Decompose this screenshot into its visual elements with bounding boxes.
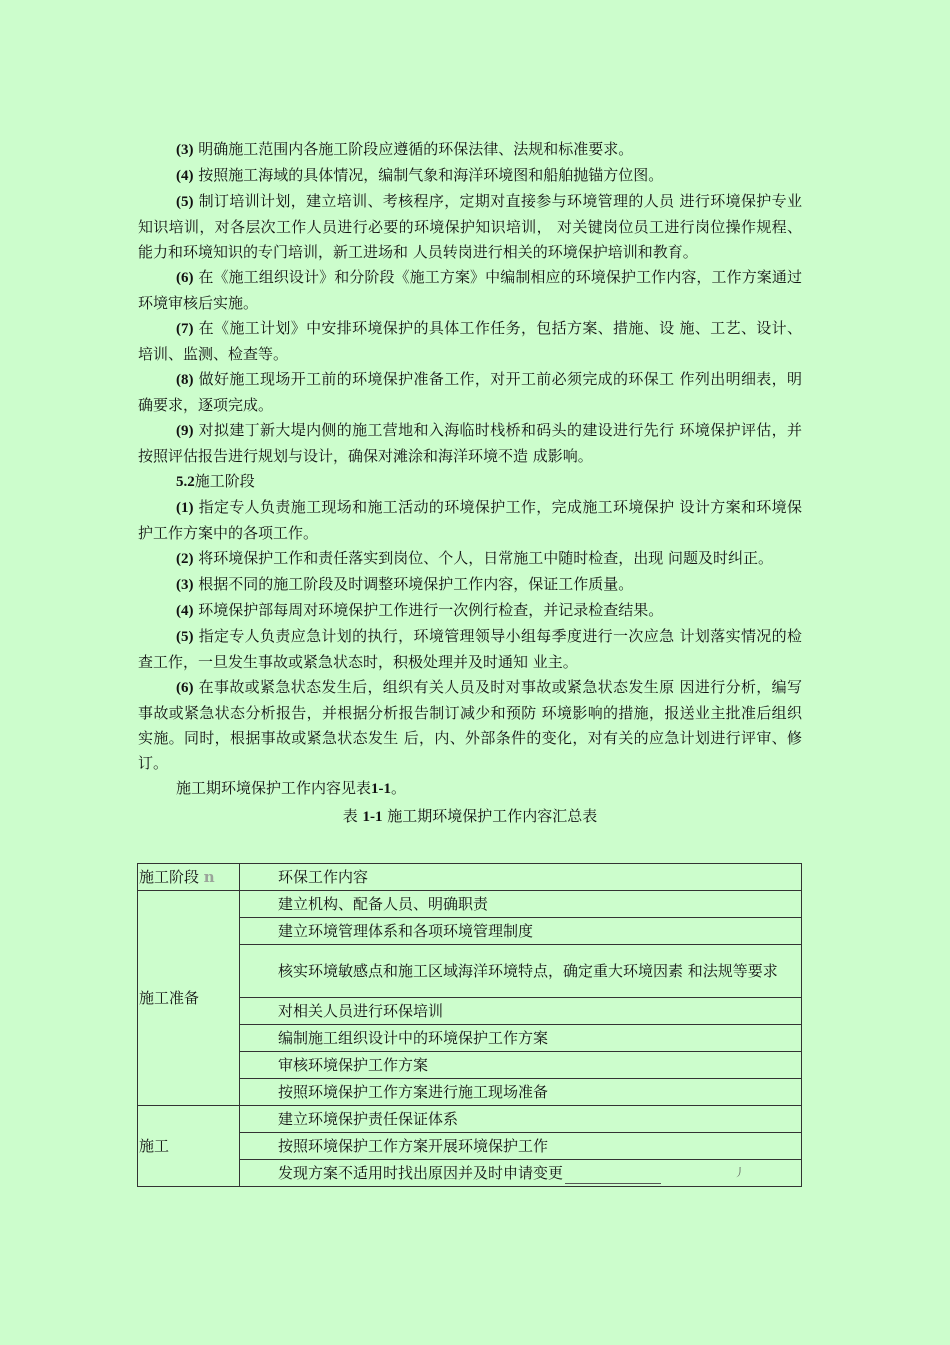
prep-item-5: (5) 制订培训计划，建立培训、考核程序，定期对直接参与环境管理的人员 进行环境保护专业知识培训，对各层次工作人员进行必要的环境保护知识培训， 对关键岗位员工进行岗位操作规程、能力和环境知识的专门培训，新工进场和 人员转岗进行相关的环境保护培训和教育。: [138, 192, 802, 261]
const-item-5: (5) 指定专人负责应急计划的执行，环境管理领导小组每季度进行一次应急 计划落实情况的检查工作，一旦发生事故或紧急状态时，积极处理并及时通知 业主。: [138, 627, 802, 671]
corner-mark: 丿: [734, 1166, 745, 1179]
prep-item-8: (8) 做好施工现场开工前的环境保护准备工作，对开工前必须完成的环保工 作列出明细表，明确要求，逐项完成。: [138, 370, 802, 414]
table-caption: 表 1-1 施工期环境保护工作内容汇总表: [342, 807, 598, 825]
prep-item-6: (6) 在《施工组织设计》和分阶段《施工方案》中编制相应的环境保护工作内容，工作方案通过环境审核后实施。: [138, 268, 802, 312]
underline-mark: [565, 1169, 661, 1184]
document-body: [138, 137, 802, 829]
table-cell: 建立环境保护责任保证体系: [240, 1106, 802, 1133]
const-item-4: (4) 环境保护部每周对环境保护工作进行一次例行检查，并记录检查结果。: [176, 601, 664, 619]
table-cell: 按照环境保护工作方案开展环境保护工作: [240, 1133, 802, 1160]
table-header-row: [138, 864, 802, 891]
const-item-2: (2) 将环境保护工作和责任落实到岗位、个人，日常施工中随时检查，出现 问题及时纠正。: [176, 549, 774, 567]
const-item-3: (3) 根据不同的施工阶段及时调整环境保护工作内容，保证工作质量。: [176, 575, 634, 593]
table-cell-last: 发现方案不适用时找出原因并及时申请变更 丿: [240, 1160, 802, 1187]
const-item-1: (1) 指定专人负责施工现场和施工活动的环境保护工作，完成施工环境保护 设计方案和环境保护工作方案中的各项工作。: [138, 498, 802, 542]
table-reference: 施工期环境保护工作内容见表1-1。: [176, 779, 407, 797]
section-heading: 5.2施工阶段: [176, 472, 255, 490]
table-row: [138, 891, 802, 918]
header-content-cell: 环保工作内容: [240, 864, 802, 891]
table-cell: 编制施工组织设计中的环境保护工作方案: [240, 1025, 802, 1052]
summary-table: [137, 863, 802, 1187]
table-cell: 审核环境保护工作方案: [240, 1052, 802, 1079]
stage-cell-construction: 施工: [138, 1106, 240, 1187]
stage-cell-prep: 施工准备: [138, 891, 240, 1106]
prep-item-4: (4) 按照施工海域的具体情况，编制气象和海洋环境图和船舶抛锚方位图。: [176, 166, 664, 184]
const-item-6: (6) 在事故或紧急状态发生后，组织有关人员及时对事故或紧急状态发生原 因进行分析，编写事故或紧急状态分析报告，并根据分析报告制订减少和预防 环境影响的措施，报送业主批准后组织实施。同时，根据事故或紧急状态发生 后，内、外部条件的变化，对有关的应急计划进行评审、修订。: [138, 678, 802, 772]
prep-item-7: (7) 在《施工计划》中安排环境保护的具体工作任务，包括方案、措施、设 施、工艺、设计、培训、监测、检查等。: [138, 319, 802, 363]
table-cell: 核实环境敏感点和施工区域海洋环境特点，确定重大环境因素 和法规等要求: [240, 945, 802, 998]
header-stage-cell: 施工阶段 n: [138, 864, 240, 891]
table-cell: 建立环境管理体系和各项环境管理制度: [240, 918, 802, 945]
prep-item-3: (3) 明确施工范围内各施工阶段应遵循的环保法律、法规和标准要求。: [176, 140, 634, 158]
header-mark: n: [203, 868, 215, 886]
table-cell: 对相关人员进行环保培训: [240, 998, 802, 1025]
table-cell: 建立机构、配备人员、明确职责: [240, 891, 802, 918]
prep-item-9: (9) 对拟建丁新大堤内侧的施工营地和入海临时栈桥和码头的建设进行先行 环境保护评估，并按照评估报告进行规划与设计，确保对滩涂和海洋环境不造 成影响。: [138, 421, 802, 465]
table-row: [138, 1106, 802, 1133]
table-cell: 按照环境保护工作方案进行施工现场准备: [240, 1079, 802, 1106]
